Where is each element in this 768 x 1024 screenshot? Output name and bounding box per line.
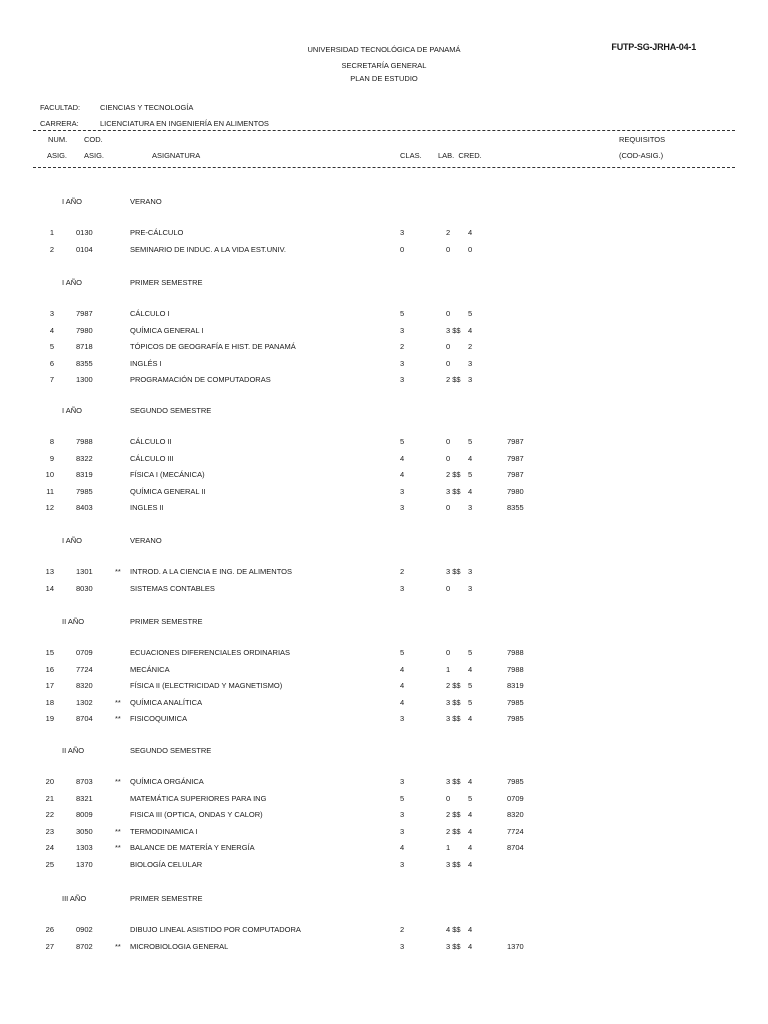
course-row	[0, 842, 768, 854]
facultad-label: FACULTAD:	[40, 103, 81, 112]
course-number: 2	[49, 244, 54, 254]
course-code: 3050	[76, 826, 93, 836]
course-row	[0, 374, 768, 386]
course-mark: **	[115, 843, 121, 853]
course-code: 8403	[76, 503, 93, 513]
course-lab-hours: 4 $$	[446, 925, 461, 934]
course-prerequisite: 7985	[507, 777, 524, 786]
course-name: QUÍMICA GENERAL II	[130, 486, 206, 496]
course-row	[0, 776, 768, 788]
col-lab-cred: LAB. CRED.	[438, 151, 482, 160]
course-row	[0, 680, 768, 692]
course-lab-hours: 3 $$	[446, 697, 461, 707]
period-year: I AÑO	[62, 278, 83, 287]
course-code: 7980	[76, 325, 93, 335]
course-code: 1300	[76, 375, 93, 385]
course-lab-hours: 0	[446, 583, 451, 593]
course-lab-hours: 2 $$	[446, 826, 461, 836]
course-mark: **	[115, 941, 121, 951]
course-lab-hours: 0	[446, 793, 451, 803]
course-number: 16	[45, 664, 54, 674]
course-code: 8703	[76, 777, 93, 786]
course-code: 0709	[76, 648, 93, 657]
course-row	[0, 566, 768, 578]
course-class-hours: 3	[400, 826, 405, 836]
course-number: 23	[45, 826, 54, 836]
course-number: 17	[45, 681, 54, 691]
course-prerequisite: 7988	[507, 648, 524, 657]
course-class-hours: 3	[400, 810, 405, 820]
course-name: FISICA III (OPTICA, ONDAS Y CALOR)	[130, 810, 263, 820]
course-credits: 2	[468, 342, 473, 352]
course-class-hours: 5	[400, 309, 405, 318]
course-number: 7	[49, 375, 54, 385]
course-lab-hours: 2 $$	[446, 810, 461, 820]
course-prerequisite: 7987	[507, 470, 524, 480]
course-prerequisite: 8319	[507, 681, 524, 691]
course-name: PROGRAMACIÓN DE COMPUTADORAS	[130, 375, 271, 385]
period-term: VERANO	[130, 197, 162, 206]
course-lab-hours: 0	[446, 358, 451, 368]
course-row	[0, 826, 768, 838]
course-class-hours: 4	[400, 453, 405, 463]
course-prerequisite: 8320	[507, 810, 524, 820]
document-title: PLAN DE ESTUDIO	[350, 74, 418, 83]
course-lab-hours: 3 $$	[446, 941, 461, 951]
course-class-hours: 5	[400, 437, 405, 446]
course-credits: 5	[468, 648, 473, 657]
course-mark: **	[115, 697, 121, 707]
course-prerequisite: 7985	[507, 697, 524, 707]
period-year: III AÑO	[62, 894, 87, 903]
course-code: 8702	[76, 941, 93, 951]
course-number: 26	[45, 925, 54, 934]
course-code: 8322	[76, 453, 93, 463]
course-class-hours: 4	[400, 664, 405, 674]
period-term: SEGUNDO SEMESTRE	[130, 406, 212, 415]
course-name: CÁLCULO I	[130, 309, 170, 318]
course-prerequisite: 7980	[507, 486, 524, 496]
course-name: CÁLCULO II	[130, 437, 172, 446]
course-code: 8320	[76, 681, 93, 691]
course-row	[0, 713, 768, 725]
course-code: 8704	[76, 714, 93, 724]
course-credits: 4	[468, 453, 473, 463]
course-class-hours: 3	[400, 714, 405, 724]
course-code: 0130	[76, 228, 93, 237]
course-name: BIOLOGÍA CELULAR	[130, 860, 203, 869]
course-row	[0, 647, 768, 659]
course-lab-hours: 3 $$	[446, 860, 461, 869]
course-credits: 4	[468, 714, 473, 724]
course-code: 0104	[76, 244, 93, 254]
course-credits: 4	[468, 325, 473, 335]
course-number: 21	[45, 793, 54, 803]
course-number: 19	[45, 714, 54, 724]
course-row	[0, 341, 768, 353]
course-lab-hours: 0	[446, 648, 451, 657]
course-prerequisite: 7987	[507, 437, 524, 446]
course-class-hours: 3	[400, 583, 405, 593]
course-class-hours: 3	[400, 860, 405, 869]
course-lab-hours: 2 $$	[446, 470, 461, 480]
course-number: 1	[49, 228, 54, 237]
course-lab-hours: 0	[446, 244, 451, 254]
course-class-hours: 3	[400, 375, 405, 385]
course-class-hours: 3	[400, 228, 405, 237]
period-year: I AÑO	[62, 406, 83, 415]
course-credits: 4	[468, 843, 473, 853]
course-row	[0, 859, 768, 871]
course-class-hours: 3	[400, 358, 405, 368]
course-prerequisite: 8355	[507, 503, 524, 513]
period-year: I AÑO	[62, 536, 83, 545]
period-heading	[0, 277, 768, 289]
course-name: QUÍMICA ANALÍTICA	[130, 697, 203, 707]
course-class-hours: 3	[400, 777, 405, 786]
course-lab-hours: 3 $$	[446, 714, 461, 724]
course-class-hours: 4	[400, 843, 405, 853]
course-name: FÍSICA II (ELECTRICIDAD Y MAGNETISMO)	[130, 681, 283, 691]
period-heading	[0, 616, 768, 628]
period-heading	[0, 745, 768, 757]
course-code: 8030	[76, 583, 93, 593]
period-term: PRIMER SEMESTRE	[130, 617, 203, 626]
course-prerequisite: 1370	[507, 941, 524, 951]
course-code: 1301	[76, 567, 93, 576]
period-term: SEGUNDO SEMESTRE	[130, 746, 212, 755]
course-number: 4	[49, 325, 54, 335]
period-term: PRIMER SEMESTRE	[130, 278, 203, 287]
course-prerequisite: 7987	[507, 453, 524, 463]
course-row	[0, 453, 768, 465]
university-name: UNIVERSIDAD TECNOLÓGICA DE PANAMÁ	[307, 45, 461, 54]
course-class-hours: 3	[400, 325, 405, 335]
course-code: 8319	[76, 470, 93, 480]
course-number: 24	[45, 843, 54, 853]
course-code: 0902	[76, 925, 93, 934]
course-row	[0, 583, 768, 595]
course-mark: **	[115, 714, 121, 724]
course-lab-hours: 2 $$	[446, 375, 461, 385]
course-prerequisite: 8704	[507, 843, 524, 853]
course-number: 8	[49, 437, 54, 446]
carrera-label: CARRERA:	[40, 119, 79, 128]
course-credits: 4	[468, 826, 473, 836]
course-credits: 4	[468, 925, 473, 934]
period-heading	[0, 893, 768, 905]
course-lab-hours: 0	[446, 437, 451, 446]
course-credits: 3	[468, 358, 473, 368]
course-class-hours: 0	[400, 244, 405, 254]
period-heading	[0, 535, 768, 547]
course-prerequisite: 7988	[507, 664, 524, 674]
course-code: 8321	[76, 793, 93, 803]
course-name: ECUACIONES DIFERENCIALES ORDINARIAS	[130, 648, 291, 657]
course-credits: 3	[468, 583, 473, 593]
period-heading	[0, 196, 768, 208]
course-number: 14	[45, 583, 54, 593]
col-cod-bottom: ASIG.	[84, 151, 105, 160]
course-code: 7724	[76, 664, 93, 674]
period-term: VERANO	[130, 536, 162, 545]
course-number: 25	[45, 860, 54, 869]
course-row	[0, 436, 768, 448]
course-row	[0, 227, 768, 239]
course-credits: 4	[468, 486, 473, 496]
course-name: INGLÉS I	[130, 358, 162, 368]
col-req-top: REQUISITOS	[619, 135, 666, 144]
course-name: CÁLCULO III	[130, 453, 174, 463]
col-cod-top: COD.	[84, 135, 103, 144]
course-name: INGLES II	[130, 503, 164, 513]
course-credits: 4	[468, 941, 473, 951]
course-prerequisite: 7724	[507, 826, 524, 836]
period-heading	[0, 405, 768, 417]
course-credits: 3	[468, 503, 473, 513]
course-credits: 3	[468, 375, 473, 385]
course-credits: 5	[468, 470, 473, 480]
course-name: FISICOQUIMICA	[130, 714, 188, 724]
col-num-top: NUM.	[48, 135, 68, 144]
course-class-hours: 2	[400, 925, 405, 934]
course-code: 7987	[76, 309, 93, 318]
course-class-hours: 5	[400, 793, 405, 803]
course-credits: 3	[468, 567, 473, 576]
course-name: TERMODINAMICA I	[130, 826, 198, 836]
course-row	[0, 809, 768, 821]
period-year: II AÑO	[62, 617, 85, 626]
course-code: 1302	[76, 697, 93, 707]
course-lab-hours: 3 $$	[446, 325, 461, 335]
course-mark: **	[115, 567, 121, 576]
course-row	[0, 664, 768, 676]
course-name: TÓPICOS DE GEOGRAFÍA E HIST. DE PANAMÁ	[130, 342, 296, 352]
course-number: 5	[49, 342, 54, 352]
course-number: 9	[49, 453, 54, 463]
course-number: 11	[46, 486, 54, 496]
course-prerequisite: 0709	[507, 793, 524, 803]
course-class-hours: 4	[400, 681, 405, 691]
course-class-hours: 4	[400, 470, 405, 480]
form-code: FUTP-SG-JRHA-04-1	[611, 42, 696, 52]
course-credits: 5	[468, 309, 473, 318]
course-credits: 4	[468, 664, 473, 674]
course-number: 22	[45, 810, 54, 820]
course-row	[0, 308, 768, 320]
course-name: QUÍMICA ORGÁNICA	[130, 777, 204, 786]
course-name: PRE-CÁLCULO	[130, 228, 184, 237]
course-number: 18	[45, 697, 54, 707]
course-class-hours: 5	[400, 648, 405, 657]
course-class-hours: 3	[400, 503, 405, 513]
course-lab-hours: 2 $$	[446, 681, 461, 691]
course-lab-hours: 3 $$	[446, 777, 461, 786]
course-lab-hours: 0	[446, 453, 451, 463]
course-credits: 5	[468, 793, 473, 803]
course-row	[0, 325, 768, 337]
course-lab-hours: 1	[446, 843, 451, 853]
course-code: 8009	[76, 810, 93, 820]
course-number: 15	[45, 648, 54, 657]
course-credits: 4	[468, 860, 473, 869]
course-name: SEMINARIO DE INDUC. A LA VIDA EST.UNIV.	[130, 244, 287, 254]
course-class-hours: 2	[400, 342, 405, 352]
course-credits: 0	[468, 244, 473, 254]
course-name: FÍSICA I (MECÁNICA)	[130, 470, 205, 480]
course-credits: 4	[468, 810, 473, 820]
course-number: 12	[45, 503, 54, 513]
course-row	[0, 244, 768, 256]
col-clas: CLAS.	[400, 151, 422, 160]
course-name: DIBUJO LINEAL ASISTIDO POR COMPUTADORA	[130, 925, 301, 934]
header-divider	[33, 167, 735, 168]
course-code: 8718	[76, 342, 93, 352]
course-lab-hours: 3 $$	[446, 486, 461, 496]
course-name: BALANCE DE MATERÍA Y ENERGÍA	[130, 843, 255, 853]
course-prerequisite: 7985	[507, 714, 524, 724]
course-lab-hours: 3 $$	[446, 567, 461, 576]
course-number: 13	[45, 567, 54, 576]
course-credits: 5	[468, 697, 473, 707]
office-name: SECRETARÍA GENERAL	[341, 61, 427, 70]
course-number: 3	[49, 309, 54, 318]
course-lab-hours: 2	[446, 228, 451, 237]
course-name: MICROBIOLOGIA GENERAL	[130, 941, 229, 951]
course-mark: **	[115, 777, 121, 786]
course-code: 7985	[76, 486, 93, 496]
course-code: 1303	[76, 843, 93, 853]
period-year: II AÑO	[62, 746, 85, 755]
course-name: MATEMÁTICA SUPERIORES PARA ING	[130, 793, 267, 803]
facultad-value: CIENCIAS Y TECNOLOGÍA	[100, 103, 194, 112]
course-number: 10	[45, 470, 54, 480]
course-name: QUÍMICA GENERAL I	[130, 325, 204, 335]
course-code: 7988	[76, 437, 93, 446]
carrera-value: LICENCIATURA EN INGENIERÍA EN ALIMENTOS	[100, 119, 269, 128]
course-lab-hours: 1	[446, 664, 451, 674]
course-class-hours: 3	[400, 941, 405, 951]
period-year: I AÑO	[62, 197, 83, 206]
col-req-bottom: (COD-ASIG.)	[619, 151, 664, 160]
course-class-hours: 3	[400, 486, 405, 496]
course-class-hours: 4	[400, 697, 405, 707]
course-number: 6	[49, 358, 54, 368]
course-row	[0, 502, 768, 514]
course-lab-hours: 0	[446, 503, 451, 513]
course-number: 20	[45, 777, 54, 786]
course-name: SISTEMAS CONTABLES	[130, 583, 215, 593]
course-code: 8355	[76, 358, 93, 368]
col-subject: ASIGNATURA	[152, 151, 201, 160]
course-row	[0, 358, 768, 370]
top-divider	[33, 130, 735, 131]
course-mark: **	[115, 826, 121, 836]
course-code: 1370	[76, 860, 93, 869]
course-row	[0, 941, 768, 953]
course-number: 27	[45, 941, 54, 951]
course-name: MECÁNICA	[130, 664, 170, 674]
course-credits: 4	[468, 777, 473, 786]
period-term: PRIMER SEMESTRE	[130, 894, 203, 903]
col-num-bottom: ASIG.	[47, 151, 68, 160]
course-lab-hours: 0	[446, 342, 451, 352]
course-name: INTROD. A LA CIENCIA E ING. DE ALIMENTOS	[130, 567, 292, 576]
course-row	[0, 924, 768, 936]
course-row	[0, 486, 768, 498]
course-credits: 5	[468, 681, 473, 691]
course-row	[0, 697, 768, 709]
course-row	[0, 469, 768, 481]
course-credits: 4	[468, 228, 473, 237]
course-credits: 5	[468, 437, 473, 446]
course-lab-hours: 0	[446, 309, 451, 318]
course-row	[0, 793, 768, 805]
course-class-hours: 2	[400, 567, 405, 576]
